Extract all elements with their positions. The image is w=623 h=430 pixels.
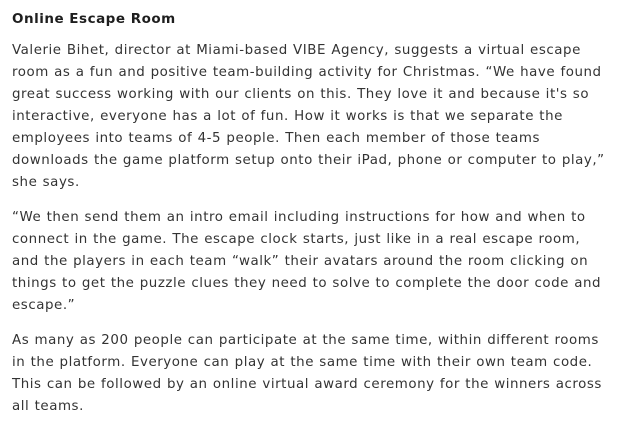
article-paragraph-2: “We then send them an intro email including instructions for how and when to connect in the game. The escape clock starts, just like in a real escape room, and the players in each team “walk” their avatars around the room clicking on things to get the puzzle clues they need to solve to complete the door code and escape.”: [12, 210, 602, 313]
section-heading: Online Escape Room: [12, 11, 176, 27]
article-paragraph-1: Valerie Bihet, director at Miami-based VIBE Agency, suggests a virtual escape room as a fun and positive team-building activity for Christmas. “We have found great success working with our clients on this. They love it and because it's so interactive, everyone has a lot of fun. How it works is that we separate the employees into teams of 4-5 people. Then each member of those teams downloads the game platform setup onto their iPad, phone or computer to play,” she says.: [12, 43, 605, 190]
article-paragraph-3: As many as 200 people can participate at the same time, within different rooms in the platform. Everyone can play at the same time with their own team code. This can be followed by an online virtual award ceremony for the winners across all teams.: [12, 333, 602, 414]
